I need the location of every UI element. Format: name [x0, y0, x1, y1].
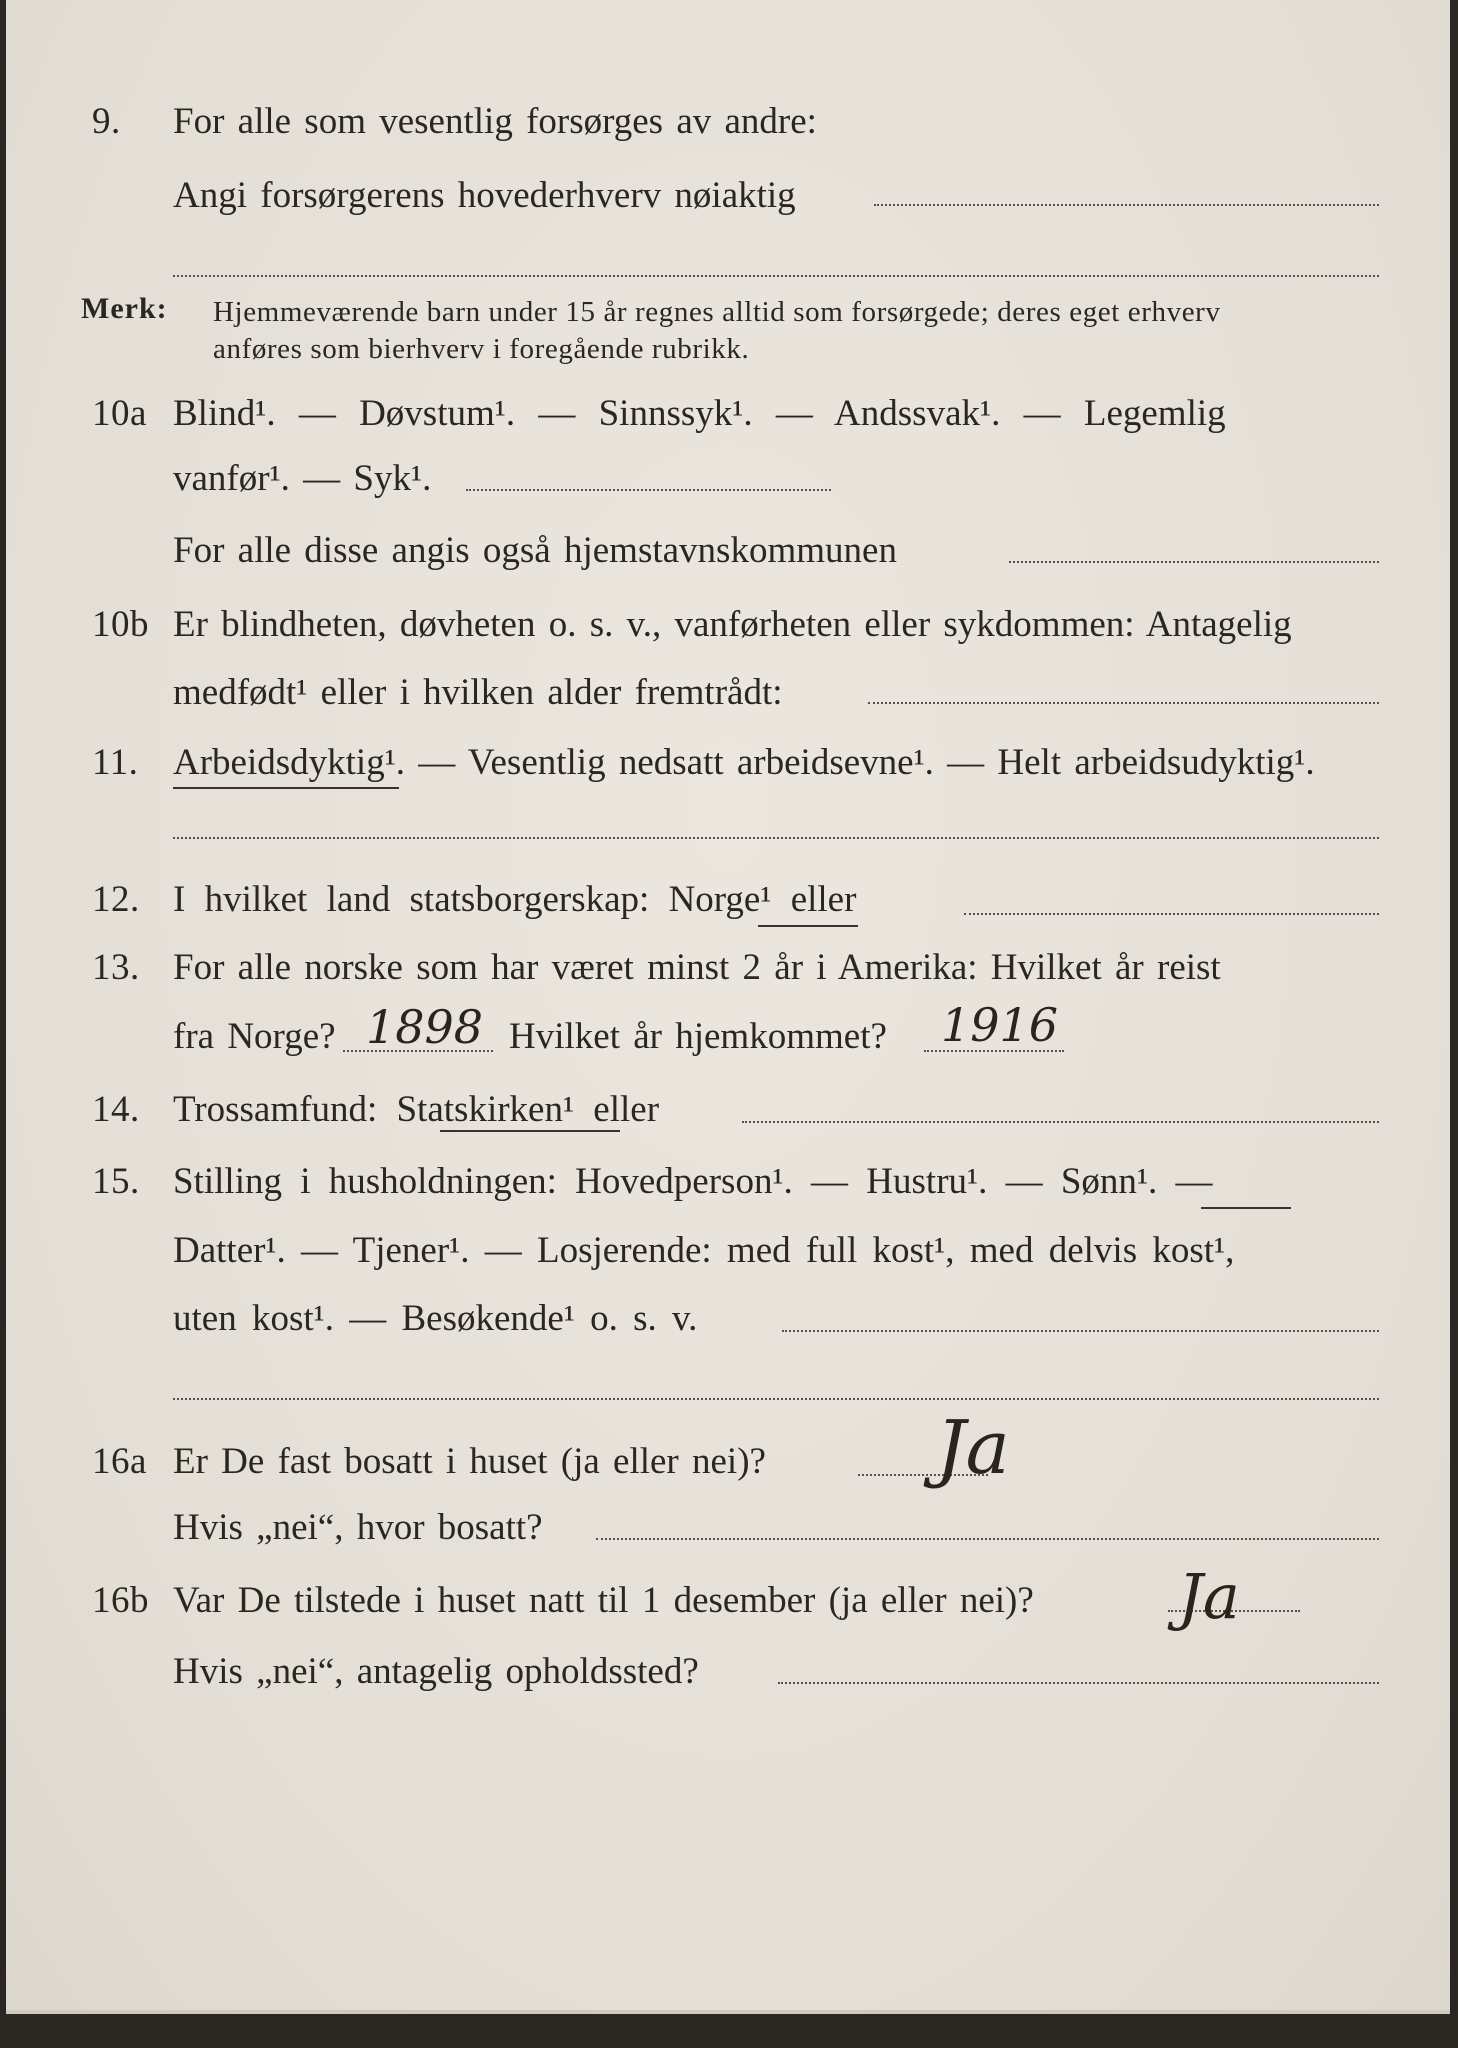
- q12-line: [173, 878, 856, 921]
- q10a-line2: vanfør¹. — Syk¹.: [173, 458, 432, 499]
- q14-line: [173, 1088, 659, 1131]
- q9-number: 9.: [92, 101, 121, 142]
- q14-suffix: ¹ eller: [562, 1089, 660, 1130]
- q12-handwritten-underline: [758, 925, 858, 927]
- q15-line1a: Stilling i husholdningen: Hovedperson¹. — Hustru¹. —: [173, 1161, 1043, 1202]
- q13-number: 13.: [92, 947, 140, 988]
- q14-number: 14.: [92, 1089, 140, 1130]
- q13-line1: For alle norske som har været minst 2 år i Amerika: Hvilket år reist: [173, 947, 1221, 988]
- page-edge: [6, 2010, 1450, 2014]
- merk-label: Merk:: [81, 292, 168, 325]
- q16a-number: 16a: [92, 1441, 147, 1482]
- q16b-line2: Hvis „nei“, antagelig opholdssted?: [173, 1651, 699, 1692]
- q10b-line2: medfødt¹ eller i hvilken alder fremtrådt:: [173, 672, 783, 713]
- q11-line: [173, 741, 1315, 784]
- merk-line2: anføres som bierhverv i foregående rubrikk.: [213, 333, 750, 365]
- q10a-number: 10a: [92, 393, 147, 434]
- q10b-line1: Er blindheten, døvheten o. s. v., vanførheten eller sykdommen: Antagelig: [173, 604, 1292, 645]
- q15-line1c: ¹. —: [1136, 1161, 1213, 1202]
- q16b-location-field[interactable]: [778, 1682, 1379, 1684]
- q10a-sick-field[interactable]: [466, 489, 831, 491]
- merk-line1: Hjemmeværende barn under 15 år regnes alltid som forsørgede; deres eget erhverv: [213, 296, 1221, 328]
- q11-answer-line[interactable]: [173, 837, 1379, 839]
- q16a-line2: Hvis „nei“, hvor bosatt?: [173, 1507, 543, 1548]
- q15-number: 15.: [92, 1161, 140, 1202]
- q14-option-statskirken[interactable]: Statskirken: [396, 1089, 563, 1130]
- census-form-page: [6, 0, 1450, 2014]
- q10b-number: 10b: [92, 604, 149, 645]
- q16a-residence-field[interactable]: [596, 1538, 1379, 1540]
- q11-rest: ¹. — Vesentlig nedsatt arbeidsevne¹. — Helt arbeidsudyktig¹.: [384, 742, 1315, 783]
- q13-handwritten-return-year: 1916: [941, 998, 1059, 1052]
- q16b-number: 16b: [92, 1580, 149, 1621]
- q15-option-sonn[interactable]: Sønn: [1060, 1161, 1137, 1202]
- q15-line2: Datter¹. — Tjener¹. — Losjerende: med full kost¹, med delvis kost¹,: [173, 1230, 1235, 1271]
- q15-line3: uten kost¹. — Besøkende¹ o. s. v.: [173, 1298, 698, 1339]
- q16a-handwritten-answer: Ja: [936, 1405, 1010, 1491]
- q11-handwritten-underline: [173, 787, 399, 789]
- q15-answer-field[interactable]: [782, 1330, 1379, 1332]
- q15-answer-line2[interactable]: [173, 1398, 1379, 1400]
- q12-prefix: I hvilket land statsborgerskap:: [173, 879, 650, 920]
- q10a-line3: For alle disse angis også hjemstavnskommunen: [173, 530, 897, 571]
- q9-answer-line2[interactable]: [173, 275, 1379, 277]
- q11-option-arbeidsdyktig[interactable]: Arbeidsdyktig: [173, 742, 385, 783]
- q12-option-norge[interactable]: Norge: [668, 879, 761, 920]
- q15-handwritten-underline: [1201, 1207, 1291, 1209]
- q11-number: 11.: [92, 742, 139, 783]
- q12-number: 12.: [92, 879, 140, 920]
- q16a-line1: Er De fast bosatt i huset (ja eller nei)?: [173, 1441, 766, 1482]
- q16b-handwritten-answer: Ja: [1178, 1560, 1240, 1633]
- q13-line2b: Hvilket år hjemkommet?: [509, 1016, 887, 1057]
- q9-line2: Angi forsørgerens hovederhverv nøiaktig: [173, 175, 796, 216]
- q9-line1: For alle som vesentlig forsørges av andre:: [173, 101, 817, 142]
- q10a-hometown-field[interactable]: [1009, 561, 1379, 563]
- q10a-line1: Blind¹. — Døvstum¹. — Sinnssyk¹. — Andssvak¹. — Legemlig: [173, 393, 1226, 434]
- q15-line1: [173, 1160, 1213, 1203]
- q14-handwritten-underline: [440, 1130, 620, 1132]
- q12-suffix: ¹ eller: [760, 879, 857, 920]
- q14-prefix: Trossamfund:: [173, 1089, 378, 1130]
- q16b-line1: Var De tilstede i huset natt til 1 desember (ja eller nei)?: [173, 1580, 1034, 1621]
- q10b-answer-field[interactable]: [868, 702, 1379, 704]
- q13-handwritten-left-year: 1898: [366, 1000, 484, 1054]
- q12-answer-field[interactable]: [964, 913, 1379, 915]
- q13-line2a: fra Norge?: [173, 1016, 336, 1057]
- q14-answer-field[interactable]: [742, 1121, 1379, 1123]
- q9-answer-field[interactable]: [874, 204, 1379, 206]
